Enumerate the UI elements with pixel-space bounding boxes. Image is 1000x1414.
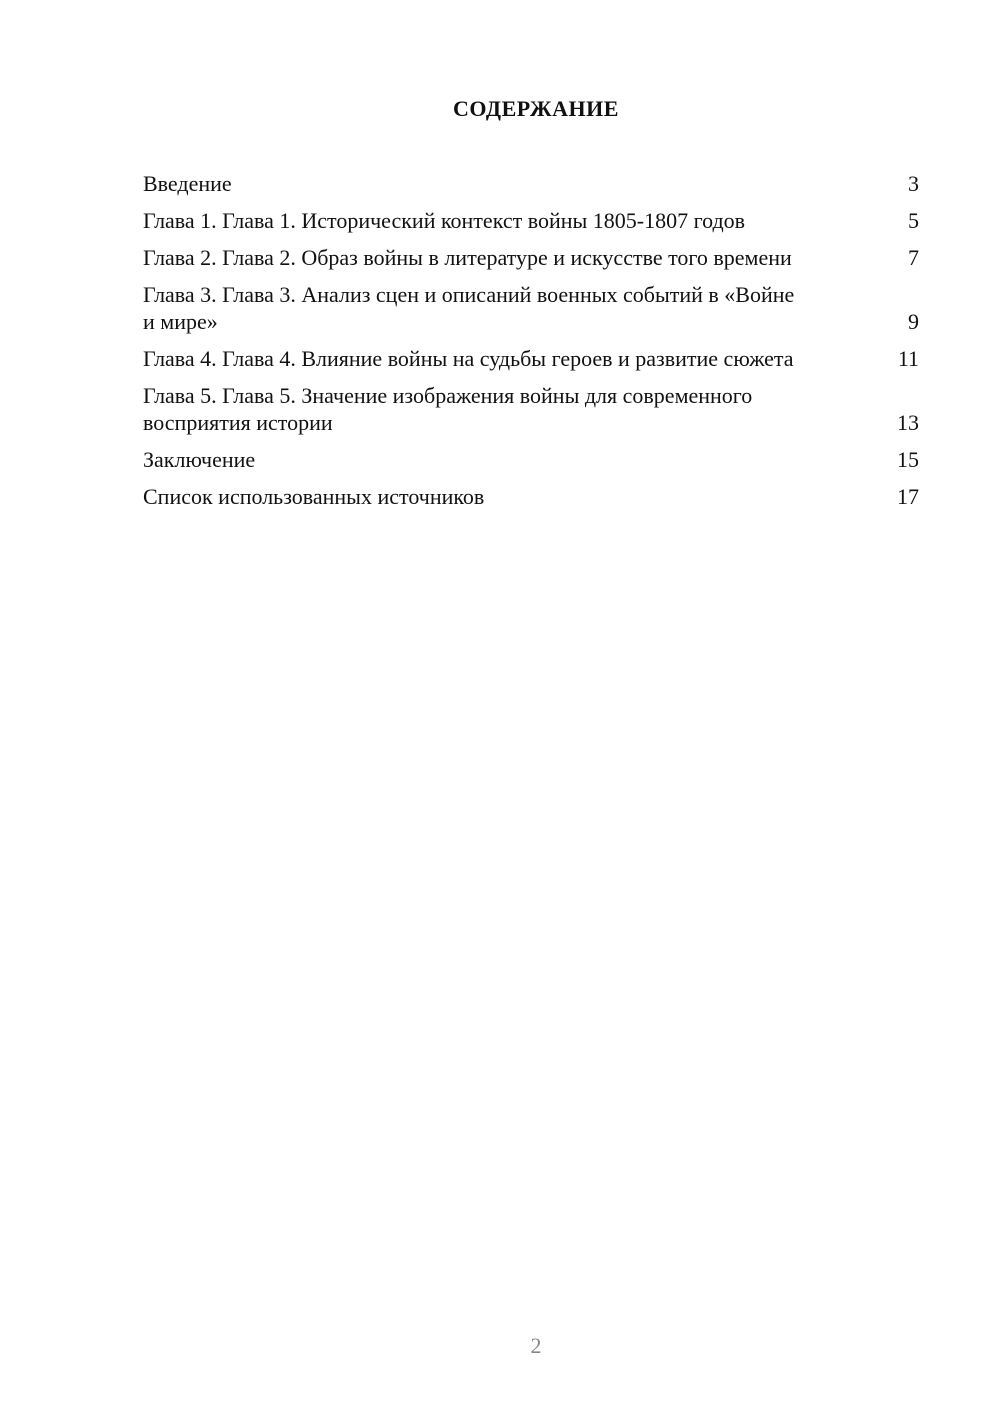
toc-entry-chapter-2[interactable] bbox=[143, 244, 919, 271]
toc-title: СОДЕРЖАНИЕ bbox=[453, 96, 619, 121]
toc-entry-page: 11 bbox=[897, 346, 919, 371]
toc-entry-chapter-1[interactable] bbox=[143, 207, 919, 234]
toc-entry-text: Глава 5. Глава 5. Значение изображения войны для современного восприятия истории bbox=[143, 383, 753, 435]
table-of-contents bbox=[143, 170, 919, 520]
toc-entry-text: Список использованных источников bbox=[143, 484, 485, 509]
toc-entry-text: Глава 1. Глава 1. Исторический контекст войны 1805-1807 годов bbox=[143, 208, 746, 233]
toc-entry-text: Глава 3. Глава 3. Анализ сцен и описаний военных событий в «Войне и мире» bbox=[143, 282, 795, 334]
toc-entry-text: Заключение bbox=[143, 447, 256, 472]
toc-entry-chapter-3[interactable] bbox=[143, 281, 919, 335]
toc-entry-introduction[interactable] bbox=[143, 170, 919, 197]
toc-entry-page: 9 bbox=[908, 309, 919, 334]
toc-entry-chapter-4[interactable] bbox=[143, 345, 919, 372]
toc-entry-text: Глава 2. Глава 2. Образ войны в литературе и искусстве того времени bbox=[143, 245, 792, 270]
toc-entry-page: 5 bbox=[908, 208, 919, 233]
toc-entry-page: 17 bbox=[897, 484, 919, 509]
toc-entry-conclusion[interactable] bbox=[143, 446, 919, 473]
toc-entry-page: 3 bbox=[908, 171, 919, 196]
toc-entry-text: Введение bbox=[143, 171, 232, 196]
toc-entry-page: 7 bbox=[908, 245, 919, 270]
toc-entry-page: 13 bbox=[897, 410, 919, 435]
page-number: 2 bbox=[530, 1333, 542, 1358]
toc-entry-chapter-5[interactable] bbox=[143, 382, 919, 436]
toc-entry-page: 15 bbox=[897, 447, 919, 472]
toc-entry-references[interactable] bbox=[143, 483, 919, 510]
toc-entry-text: Глава 4. Глава 4. Влияние войны на судьбы героев и развитие сюжета bbox=[143, 346, 794, 371]
